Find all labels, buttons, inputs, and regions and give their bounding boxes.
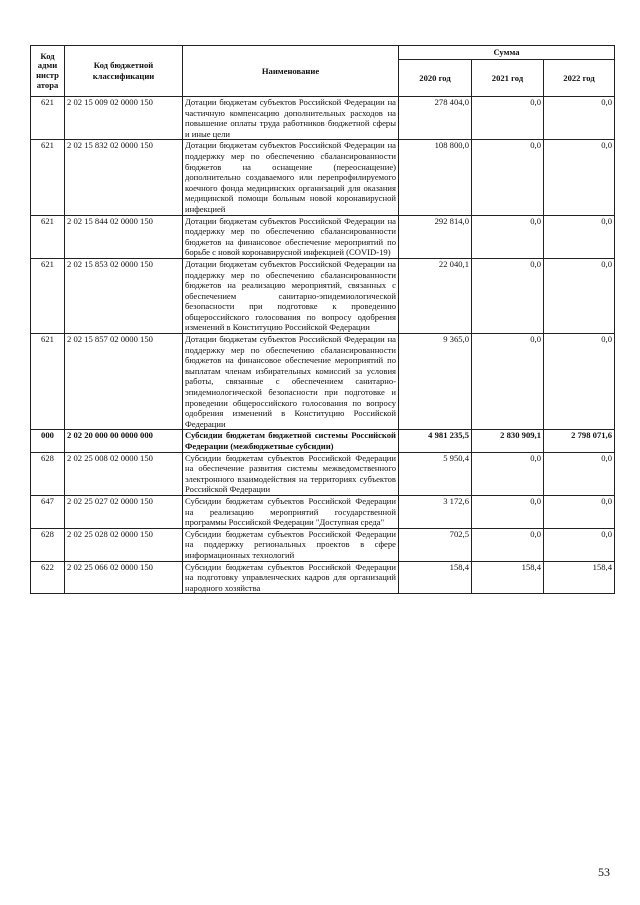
table-row bbox=[31, 430, 615, 452]
amount-2022-cell: 0,0 bbox=[544, 140, 615, 215]
table-row bbox=[31, 334, 615, 430]
name-cell: Субсидии бюджетам субъектов Российской Федерации на обеспечение развития системы межведомственного электронного взаимодействия на территориях субъектов Российской Федерации bbox=[183, 452, 399, 495]
name-cell: Дотации бюджетам субъектов Российской Федерации на поддержку мер по обеспечению сбалансированности бюджетов на финансовое обеспечение мероприятий по выплатам членам избирательных комиссий за условия работы, связанные с обеспечением санитарно-эпидемиологической безопасности при подготовке и проведении общероссийского голосования по вопросу одобрения изменений в Конституцию Российской Федерации bbox=[183, 334, 399, 430]
header-year-2022: 2022 год bbox=[544, 60, 615, 97]
name-cell: Субсидии бюджетам субъектов Российской Федерации на реализацию мероприятий государственной программы Российской Федерации "Доступная среда" bbox=[183, 495, 399, 528]
amount-2021-cell: 0,0 bbox=[472, 215, 544, 258]
table-row bbox=[31, 215, 615, 258]
admin-code-cell: 621 bbox=[31, 258, 65, 333]
amount-2021-cell: 0,0 bbox=[472, 334, 544, 430]
amount-2020-cell: 108 800,0 bbox=[399, 140, 472, 215]
budget-code-cell: 2 02 15 857 02 0000 150 bbox=[65, 334, 183, 430]
amount-2021-cell: 0,0 bbox=[472, 140, 544, 215]
table-row bbox=[31, 528, 615, 561]
amount-2021-cell: 2 830 909,1 bbox=[472, 430, 544, 452]
admin-code-cell: 000 bbox=[31, 430, 65, 452]
header-budget-code: Код бюджетной классификации bbox=[65, 46, 183, 97]
budget-code-cell: 2 02 25 027 02 0000 150 bbox=[65, 495, 183, 528]
amount-2021-cell: 158,4 bbox=[472, 561, 544, 594]
amount-2020-cell: 3 172,6 bbox=[399, 495, 472, 528]
header-sum: Сумма bbox=[399, 46, 615, 60]
name-cell: Дотации бюджетам субъектов Российской Федерации на поддержку мер по обеспечению сбалансированности бюджетов на финансовое обеспечение мероприятий по борьбе с новой коронавирусной инфекцией (COVID-19) bbox=[183, 215, 399, 258]
amount-2020-cell: 292 814,0 bbox=[399, 215, 472, 258]
table-body bbox=[31, 97, 615, 594]
amount-2020-cell: 5 950,4 bbox=[399, 452, 472, 495]
amount-2022-cell: 2 798 071,6 bbox=[544, 430, 615, 452]
amount-2020-cell: 702,5 bbox=[399, 528, 472, 561]
table-row bbox=[31, 561, 615, 594]
admin-code-cell: 647 bbox=[31, 495, 65, 528]
budget-code-cell: 2 02 15 844 02 0000 150 bbox=[65, 215, 183, 258]
amount-2020-cell: 158,4 bbox=[399, 561, 472, 594]
header-year-2020: 2020 год bbox=[399, 60, 472, 97]
budget-code-cell: 2 02 15 832 02 0000 150 bbox=[65, 140, 183, 215]
name-cell: Субсидии бюджетам субъектов Российской Федерации на поддержку региональных проектов в сфере информационных технологий bbox=[183, 528, 399, 561]
budget-table bbox=[30, 45, 615, 594]
amount-2022-cell: 0,0 bbox=[544, 528, 615, 561]
name-cell: Субсидии бюджетам бюджетной системы Российской Федерации (межбюджетные субсидии) bbox=[183, 430, 399, 452]
admin-code-cell: 621 bbox=[31, 215, 65, 258]
header-name: Наименование bbox=[183, 46, 399, 97]
amount-2022-cell: 0,0 bbox=[544, 495, 615, 528]
budget-code-cell: 2 02 25 008 02 0000 150 bbox=[65, 452, 183, 495]
budget-code-cell: 2 02 15 009 02 0000 150 bbox=[65, 97, 183, 140]
amount-2020-cell: 22 040,1 bbox=[399, 258, 472, 333]
name-cell: Дотации бюджетам субъектов Российской Федерации на поддержку мер по обеспечению сбалансированности бюджетов на реализацию мероприятий, связанных с обеспечением санитарно-эпидемиологической безопасности при подготовке к проведению общероссийского голосования по вопросу одобрения изменений в Конституцию Российской Федерации bbox=[183, 258, 399, 333]
table-row bbox=[31, 495, 615, 528]
budget-code-cell: 2 02 25 066 02 0000 150 bbox=[65, 561, 183, 594]
page-number: 53 bbox=[598, 865, 610, 879]
amount-2022-cell: 158,4 bbox=[544, 561, 615, 594]
admin-code-cell: 628 bbox=[31, 452, 65, 495]
table-row bbox=[31, 452, 615, 495]
amount-2022-cell: 0,0 bbox=[544, 215, 615, 258]
amount-2021-cell: 0,0 bbox=[472, 97, 544, 140]
table-row bbox=[31, 97, 615, 140]
table-row bbox=[31, 258, 615, 333]
amount-2021-cell: 0,0 bbox=[472, 452, 544, 495]
amount-2020-cell: 4 981 235,5 bbox=[399, 430, 472, 452]
amount-2020-cell: 278 404,0 bbox=[399, 97, 472, 140]
name-cell: Дотации бюджетам субъектов Российской Федерации на частичную компенсацию дополнительных расходов на повышение оплаты труда работников бюджетной сферы и иные цели bbox=[183, 97, 399, 140]
admin-code-cell: 621 bbox=[31, 97, 65, 140]
admin-code-cell: 621 bbox=[31, 140, 65, 215]
amount-2022-cell: 0,0 bbox=[544, 334, 615, 430]
name-cell: Субсидии бюджетам субъектов Российской Федерации на подготовку управленческих кадров для организаций народного хозяйства bbox=[183, 561, 399, 594]
budget-code-cell: 2 02 15 853 02 0000 150 bbox=[65, 258, 183, 333]
header-year-2021: 2021 год bbox=[472, 60, 544, 97]
table-row bbox=[31, 140, 615, 215]
budget-code-cell: 2 02 20 000 00 0000 000 bbox=[65, 430, 183, 452]
amount-2021-cell: 0,0 bbox=[472, 495, 544, 528]
admin-code-cell: 622 bbox=[31, 561, 65, 594]
header-admin-code: Код адми нистр атора bbox=[31, 46, 65, 97]
name-cell: Дотации бюджетам субъектов Российской Федерации на поддержку мер по обеспечению сбалансированности бюджетов на оснащение (переоснащение) дополнительно создаваемого или перепрофилируемого коечного фонда медицинских организаций для оказания медицинской помощи больным новой коронавирусной инфекцией bbox=[183, 140, 399, 215]
amount-2020-cell: 9 365,0 bbox=[399, 334, 472, 430]
admin-code-cell: 628 bbox=[31, 528, 65, 561]
admin-code-cell: 621 bbox=[31, 334, 65, 430]
amount-2022-cell: 0,0 bbox=[544, 452, 615, 495]
amount-2022-cell: 0,0 bbox=[544, 258, 615, 333]
budget-code-cell: 2 02 25 028 02 0000 150 bbox=[65, 528, 183, 561]
amount-2022-cell: 0,0 bbox=[544, 97, 615, 140]
amount-2021-cell: 0,0 bbox=[472, 528, 544, 561]
amount-2021-cell: 0,0 bbox=[472, 258, 544, 333]
